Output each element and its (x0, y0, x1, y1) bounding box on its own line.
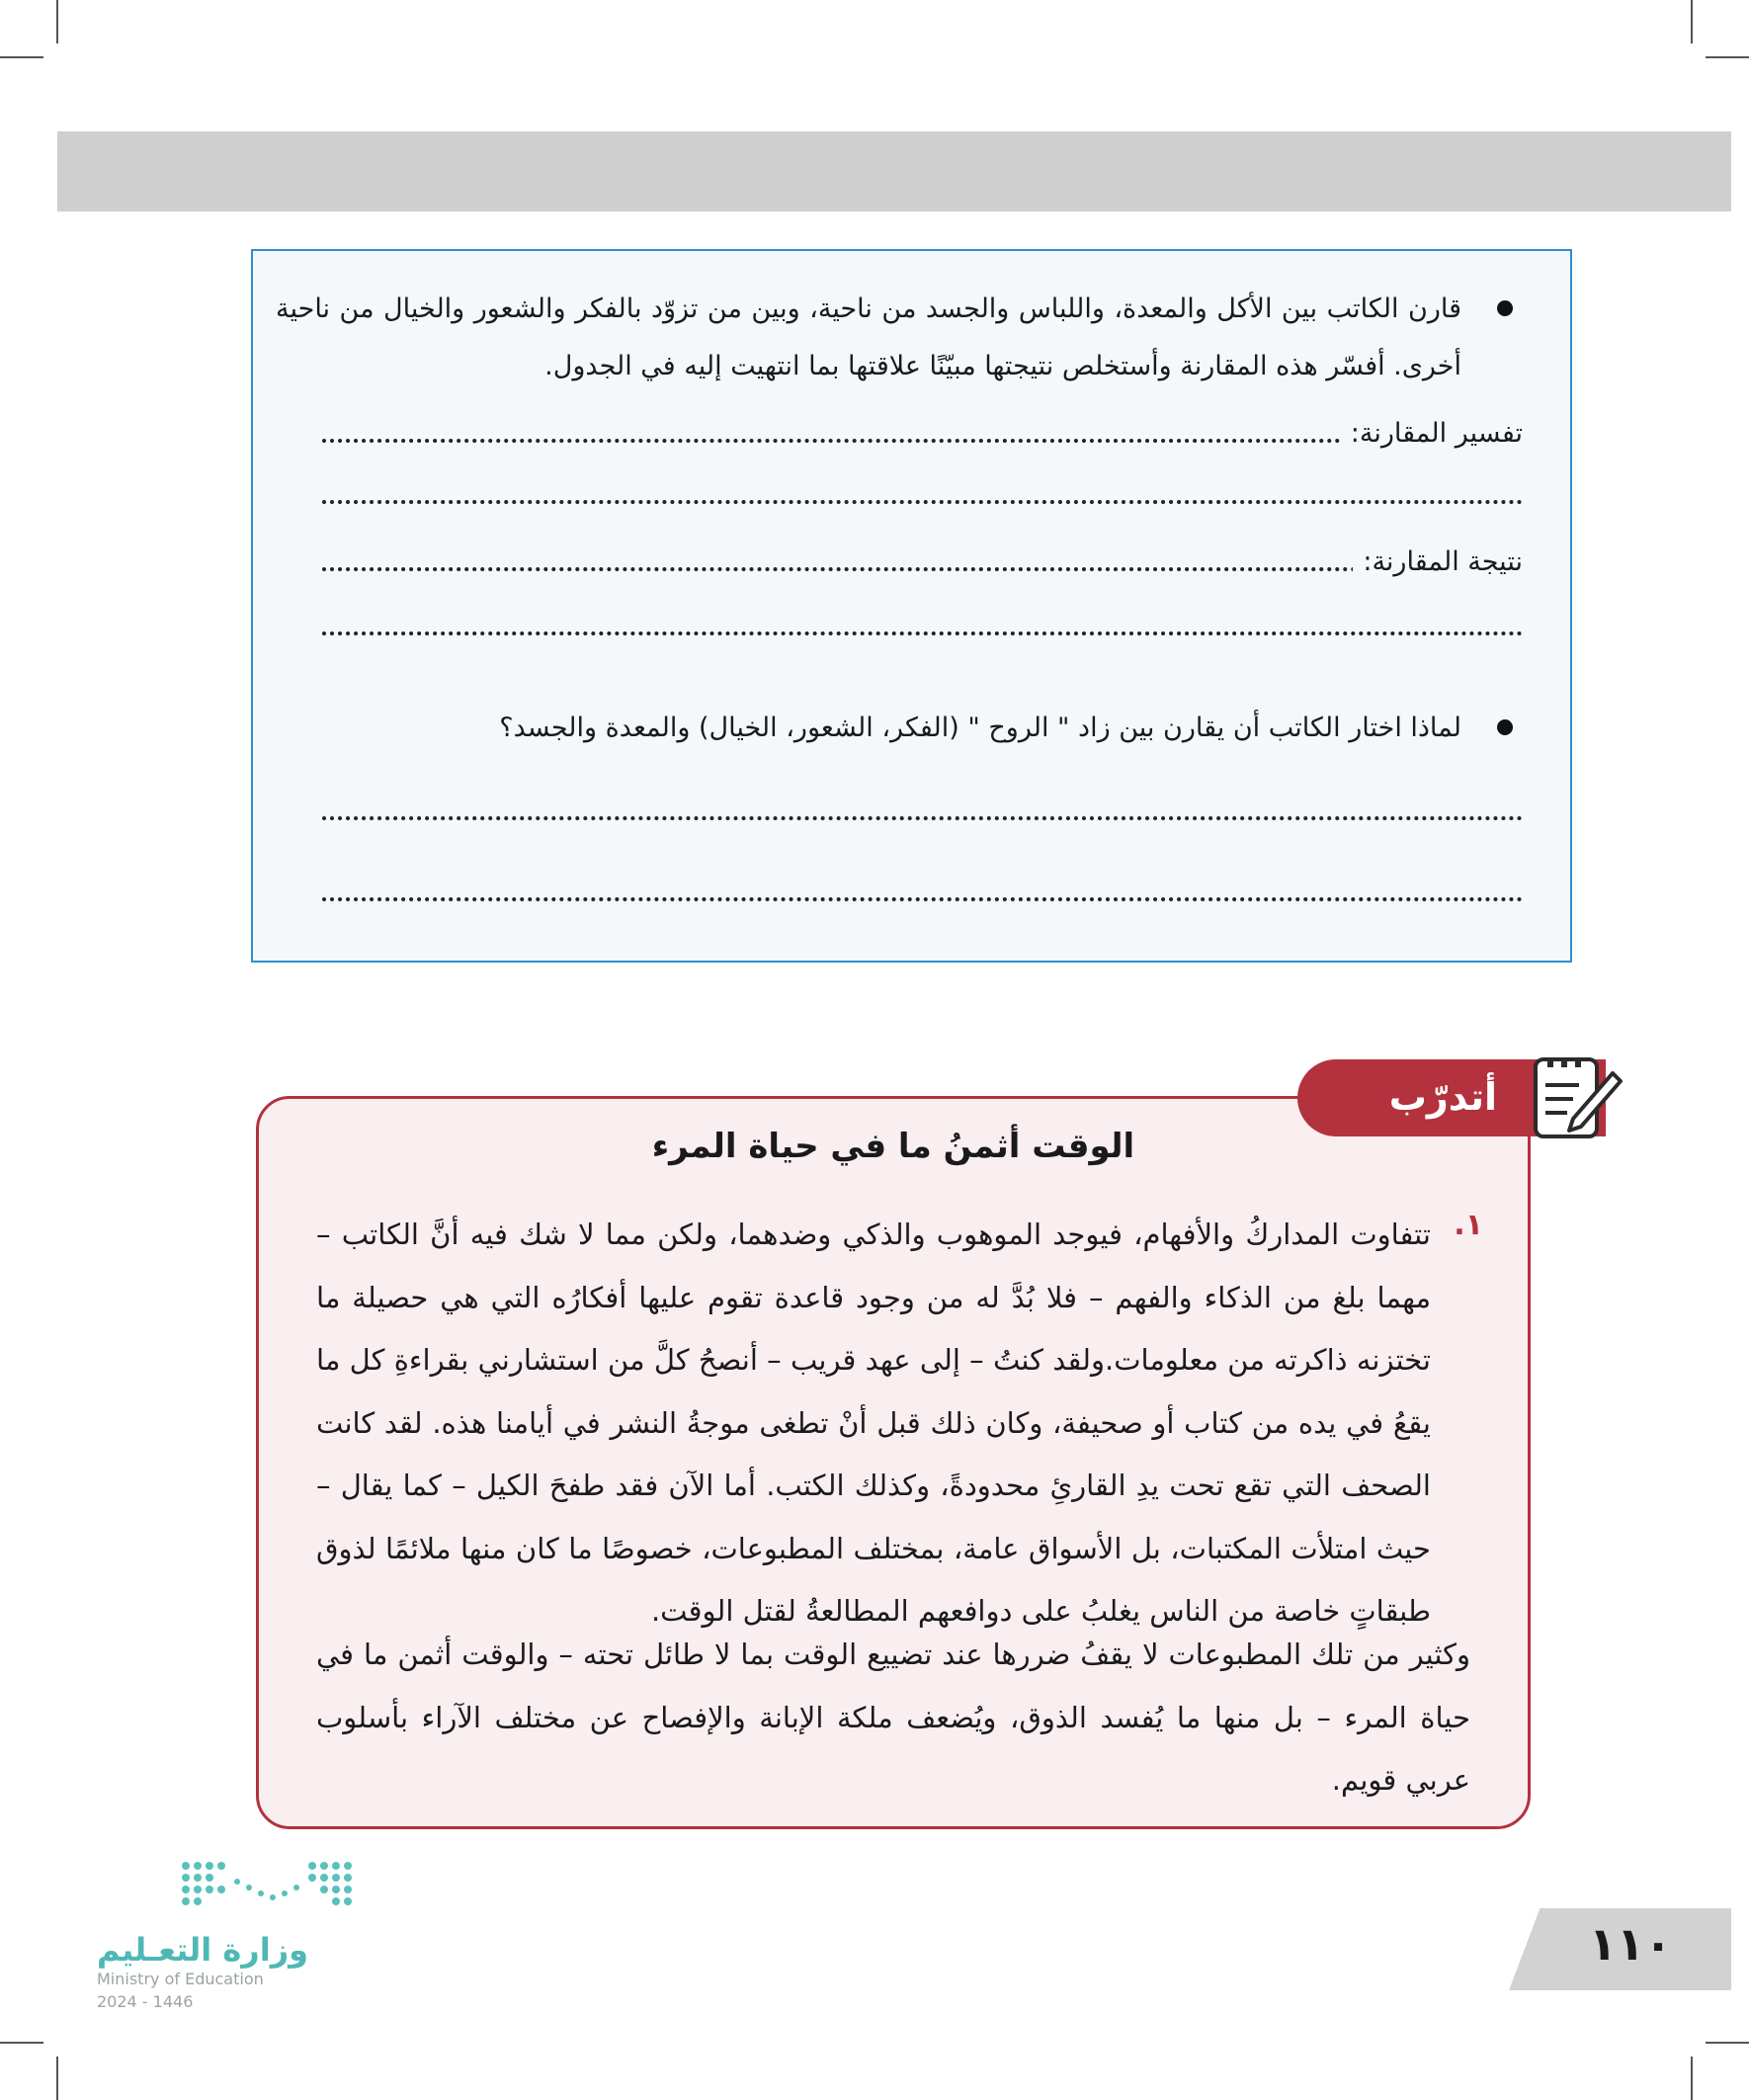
crop-mark (0, 56, 43, 58)
crop-mark (56, 0, 58, 43)
question-1 (276, 281, 1513, 395)
crop-mark (0, 2042, 43, 2044)
answer-line[interactable] (322, 630, 1523, 635)
result-label: نتيجة المقارنة: (1353, 543, 1523, 582)
ministry-name-ar: وزارة التعـليم (97, 1931, 308, 1969)
practice-title: الوقت أثمنُ ما في حياة المرء (651, 1127, 1135, 1166)
practice-box (256, 1096, 1531, 1829)
ministry-name-en: Ministry of Education (97, 1970, 264, 1988)
answer-line[interactable] (322, 498, 1523, 504)
bullet-icon (1497, 719, 1513, 735)
crop-mark (1706, 56, 1749, 58)
practice-paragraph-2: وكثير من تلك المطبوعات لا يقفُ ضررها عند تضييع الوقت بما لا طائل تحته – والوقت أثمن ما في حياة المرء – بل منها ما يُفسد الذوق، ويُضعف ملكة الإبانة والإفصاح عن مختلف الآراء بأسلوب عربي قويم. (316, 1638, 1470, 1797)
practice-tab-label: أتدرّب (1388, 1075, 1497, 1119)
header-band (57, 131, 1731, 211)
question-1-text: قارن الكاتب بين الأكل والمعدة، واللباس والجسد من ناحية، وبين من تزوّد بالفكر والشعور والخيال من ناحية أخرى. أفسّر هذه المقارنة وأستخلص نتيجتها مبيّنًا علاقتها بما انتهيت إليه في الجدول. (276, 294, 1461, 381)
crop-mark (56, 2057, 58, 2100)
item-number: ١. (1454, 1208, 1483, 1242)
crop-mark (1691, 2057, 1693, 2100)
interpretation-label: تفسير المقارنة: (1341, 414, 1523, 454)
practice-paragraph-1: تتفاوت المداركُ والأفهام، فيوجد الموهوب والذكي وضدهما، ولكن مما لا شك فيه أنَّ الكاتب – مهما بلغ من الذكاء والفهم – فلا بُدَّ له من وجود قاعدة تقوم عليها أفكارُه التي هي حصيلة ما تختزنه ذاكرته من معلومات.ولقد كنتُ – إلى عهد قريب – أنصحُ كلَّ من استشارني بقراءةِ كل ما يقعُ في يده من كتاب أو صحيفة، وكان ذلك قبل أنْ تطغى موجةُ النشر في أيامنا هذه. لقد كانت الصحف التي تقع تحت يدِ القارئِ محدودةً، وكذلك الكتب. أما الآن فقد طفحَ الكيل – كما يقال – حيث امتلأت المكتبات، بل الأسواق عامة، بمختلف المطبوعات، خصوصًا ما كان منها ملائمًا لذوق طبقاتٍ خاصة من الناس يغلبُ على دوافعهم المطالعةُ لقتل الوقت. (316, 1218, 1431, 1628)
ministry-logo-icon (178, 1858, 356, 1919)
answer-line[interactable] (322, 895, 1523, 901)
page-number: ١١٠ (1588, 1917, 1673, 1971)
exercise-box (251, 249, 1572, 963)
question-2 (276, 700, 1513, 757)
answer-line[interactable] (322, 814, 1523, 820)
crop-mark (1691, 0, 1693, 43)
bullet-icon (1497, 300, 1513, 316)
question-2-text: لماذا اختار الكاتب أن يقارن بين زاد " الروح " (الفكر، الشعور، الخيال) والمعدة والجسد؟ (499, 713, 1461, 743)
ministry-year: 2024 - 1446 (97, 1992, 194, 2011)
crop-mark (1706, 2042, 1749, 2044)
notepad-pencil-icon (1534, 1057, 1624, 1138)
answer-line[interactable] (322, 565, 1523, 571)
